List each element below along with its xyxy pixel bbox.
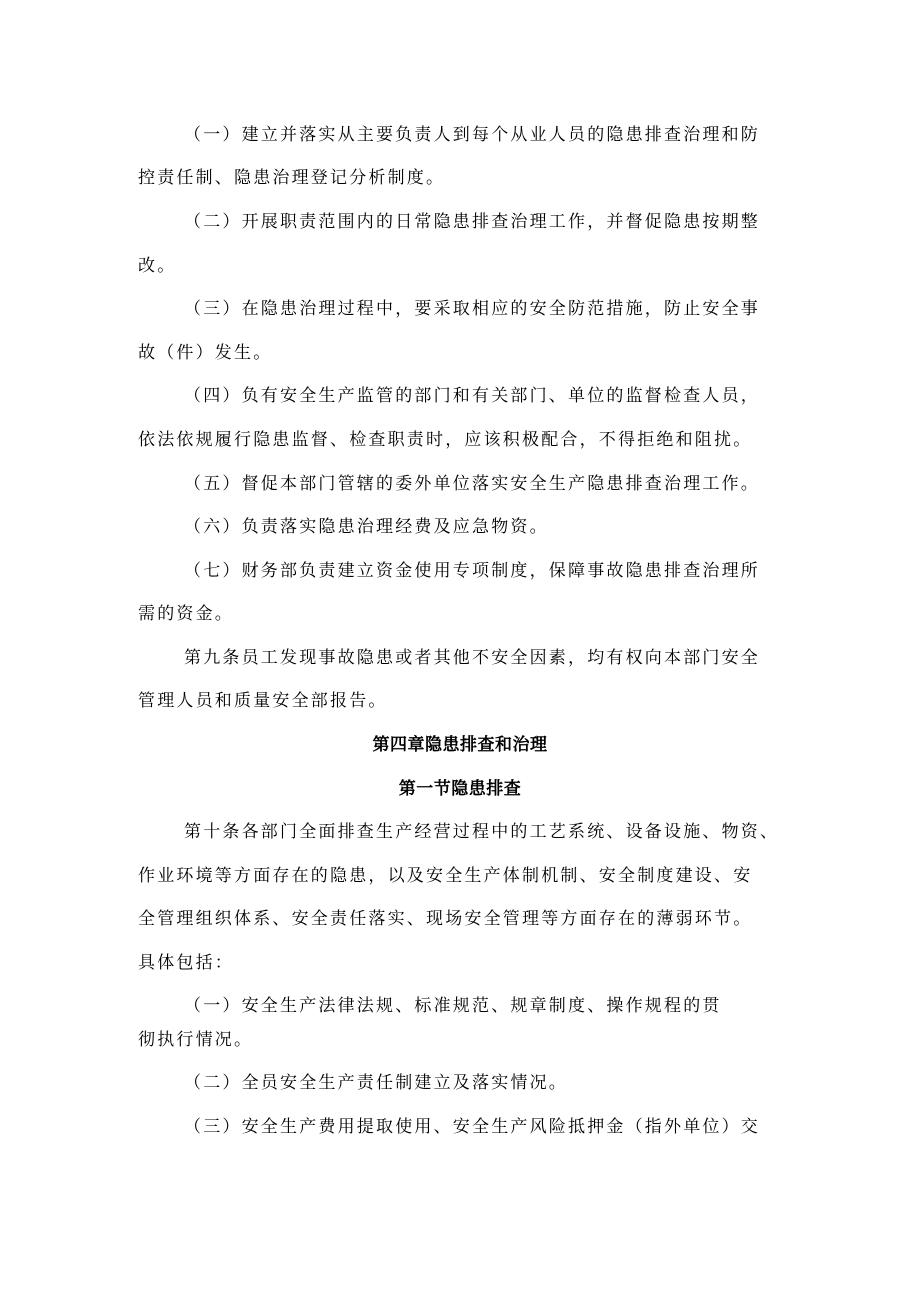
paragraph-line: （六）负责落实隐患治理经费及应急物资。: [184, 517, 549, 537]
paragraph-line: 改。: [138, 256, 177, 276]
paragraph-line: （三）安全生产费用提取使用、安全生产风险抵押金（指外单位）交: [184, 1117, 760, 1137]
paragraph-line: 第十条各部门全面排查生产经营过程中的工艺系统、设备设施、物资、: [184, 822, 780, 842]
paragraph-line: 作业环境等方面存在的隐患，以及安全生产体制机制、安全制度建设、安: [138, 866, 753, 886]
section-heading: 第一节隐患排查: [398, 779, 522, 799]
paragraph-line: 故（件）发生。: [138, 343, 273, 363]
paragraph-line: 全管理组织体系、安全责任落实、现场安全管理等方面存在的薄弱环节。: [138, 909, 753, 929]
chapter-heading: 第四章隐患排查和治理: [372, 735, 548, 755]
paragraph-line: 依法依规履行隐患监督、检查职责时，应该积极配合，不得拒绝和阻扰。: [138, 430, 753, 450]
paragraph-line: （一）建立并落实从主要负责人到每个从业人员的隐患排查治理和防: [184, 125, 760, 145]
paragraph-line: 需的资金。: [138, 604, 234, 624]
paragraph-line: 第九条员工发现事故隐患或者其他不安全因素，均有权向本部门安全: [184, 648, 760, 668]
paragraph-line: （二）开展职责范围内的日常隐患排查治理工作，并督促隐患按期整: [184, 212, 760, 232]
paragraph-line: （三）在隐患治理过程中，要采取相应的安全防范措施，防止安全事: [184, 299, 760, 319]
paragraph-line: （五）督促本部门管辖的委外单位落实安全生产隐患排查治理工作。: [184, 474, 760, 494]
paragraph-line: 管理人员和质量安全部报告。: [138, 691, 388, 711]
paragraph-line: 具体包括：: [138, 953, 234, 973]
paragraph-line: （七）财务部负责建立资金使用专项制度，保障事故隐患排查治理所: [184, 561, 760, 581]
paragraph-line: （一）安全生产法律法规、标准规范、规章制度、操作规程的贯: [184, 996, 722, 1016]
paragraph-line: （四）负有安全生产监管的部门和有关部门、单位的监督检查人员，: [184, 386, 760, 406]
paragraph-line: 控责任制、隐患治理登记分析制度。: [138, 168, 446, 188]
paragraph-line: 彻执行情况。: [138, 1030, 254, 1050]
paragraph-line: （二）全员安全生产责任制建立及落实情况。: [184, 1073, 568, 1093]
